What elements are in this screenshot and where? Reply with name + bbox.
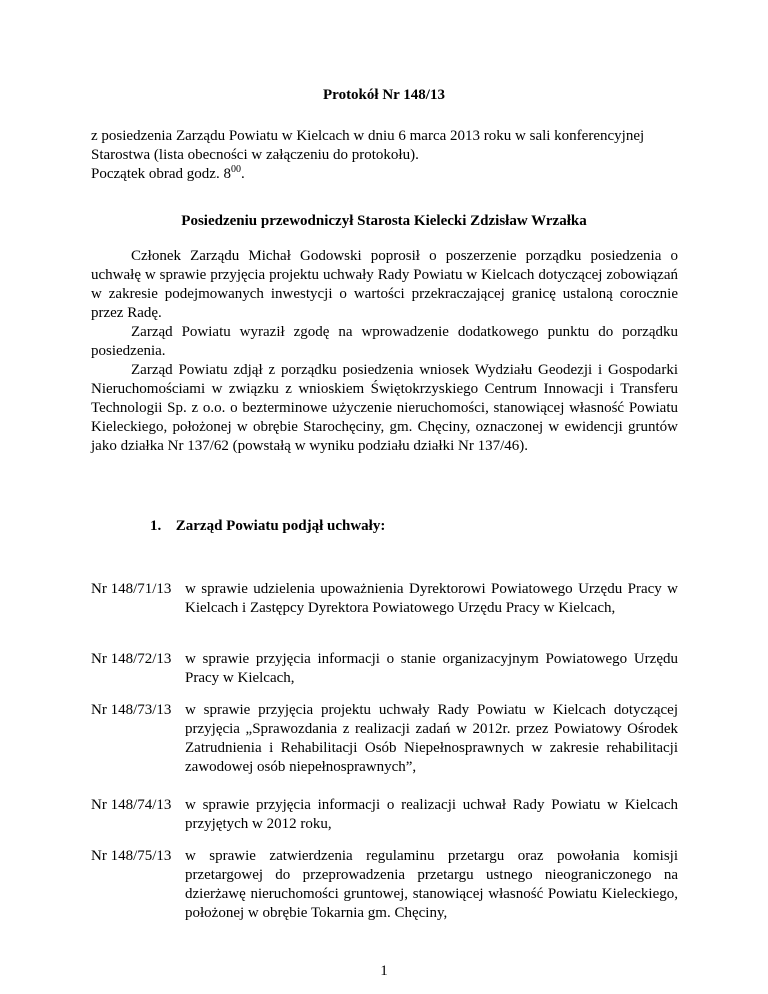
start-time-text: Początek obrad godz. 8	[91, 166, 231, 182]
start-time-minutes: 00	[230, 164, 241, 175]
paragraph: Zarząd Powiatu wyraził zgodę na wprowadzenie dodatkowego punktu do porządku posiedzenia.	[91, 324, 678, 359]
resolution-text: w sprawie przyjęcia informacji o stanie organizacyjnym Powiatowego Urzędu Pracy w Kielcach,	[185, 651, 678, 686]
resolution-text: w sprawie przyjęcia projektu uchwały Rady Powiatu w Kielcach dotyczącej przyjęcia „Sprawozdania z realizacji zadań w 2012r. przez Powiatowy Ośrodek Zatrudnienia i Rehabilitacji Osób Niepełnosprawnych w zakresie rehabilitacji zawodowej osób niepełnosprawnych”,	[185, 702, 678, 775]
paragraph: Zarząd Powiatu zdjął z porządku posiedzenia wniosek Wydziału Geodezji i Gospodarki Nieruchomościami w związku z wnioskiem Świętokrzyskiego Centrum Innowacji i Transferu Technologii Sp. z o.o. o bezterminowe użyczenie nieruchomości, stanowiącej własność Powiatu Kieleckiego, położonej w obrębie Starochęciny, gm. Chęciny, oznaczonej w ewidencji gruntów jako działka Nr 137/62 (powstałą w wyniku podziału działki Nr 137/46).	[91, 362, 678, 454]
resolution-item	[91, 701, 678, 777]
section-title: Zarząd Powiatu podjął uchwały:	[175, 518, 386, 534]
document-title: Protokół Nr 148/13	[323, 87, 445, 103]
resolution-number: Nr 148/73/13	[91, 702, 172, 718]
start-time-suffix: .	[240, 166, 245, 182]
start-time-line	[91, 165, 691, 184]
intro-block	[91, 127, 691, 184]
page-number: 1	[380, 963, 388, 979]
resolution-number: Nr 148/75/13	[91, 848, 172, 864]
resolution-number: Nr 148/72/13	[91, 651, 172, 667]
resolution-item	[91, 796, 678, 834]
resolution-item	[91, 580, 678, 618]
resolution-text: w sprawie zatwierdzenia regulaminu przetargu oraz powołania komisji przetargowej do przeprowadzenia przetargu ustnego nieograniczonego na dzierżawę nieruchomości gruntowej, stanowiącej własność Powiatu Kieleckiego, położonej w obrębie Tokarnia gm. Chęciny,	[185, 848, 678, 921]
section-heading	[150, 517, 385, 536]
paragraph-block	[91, 247, 678, 456]
resolution-text: w sprawie udzielenia upoważnienia Dyrektorowi Powiatowego Urzędu Pracy w Kielcach i Zastępcy Dyrektora Powiatowego Urzędu Pracy w Kielcach,	[185, 581, 678, 616]
paragraph: Członek Zarządu Michał Godowski poprosił o poszerzenie porządku posiedzenia o uchwałę w sprawie przyjęcia projektu uchwały Rady Powiatu w Kielcach dotyczącej zobowiązań w zakresie podejmowanych inwestycji o wartości przekraczającej granicę ustaloną corocznie przez Radę.	[91, 248, 678, 321]
resolution-text: w sprawie przyjęcia informacji o realizacji uchwał Rady Powiatu w Kielcach przyjętych w 2012 roku,	[185, 797, 678, 832]
resolution-item	[91, 847, 678, 923]
intro-line: z posiedzenia Zarządu Powiatu w Kielcach w dniu 6 marca 2013 roku w sali konferencyjnej	[91, 128, 645, 144]
resolution-number: Nr 148/71/13	[91, 581, 172, 597]
section-number: 1.	[150, 518, 162, 534]
resolution-number: Nr 148/74/13	[91, 797, 172, 813]
presider-heading: Posiedzeniu przewodniczył Starosta Kielecki Zdzisław Wrzałka	[181, 213, 587, 229]
intro-line: Starostwa (lista obecności w załączeniu do protokołu).	[91, 147, 419, 163]
resolution-item	[91, 650, 678, 688]
